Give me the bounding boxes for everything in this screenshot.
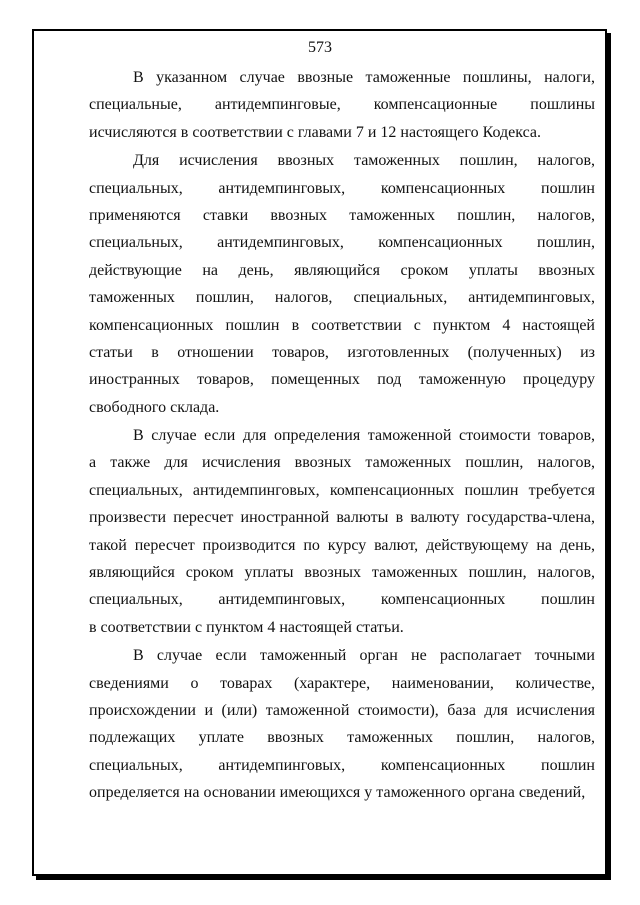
text-line: Для исчисления ввозных таможенных пошлин, налогов, — [133, 152, 595, 170]
text-line: сведениями о товарах (характере, наименовании, количестве, — [89, 674, 595, 692]
text-line: свободного склада. — [89, 398, 220, 416]
text-line: такой пересчет производится по курсу валют, действующему на день, — [89, 536, 595, 554]
text-line: специальных, антидемпинговых, компенсационных пошлин — [89, 591, 595, 609]
text-line: специальные, антидемпинговые, компенсационные пошлины — [89, 96, 595, 114]
text-line: исчисляются в соответствии с главами 7 и 12 настоящего Кодекса. — [89, 123, 541, 141]
paragraph-1 — [89, 64, 595, 146]
document-body — [89, 64, 595, 807]
text-line: специальных, антидемпинговых, компенсационных пошлин, — [89, 234, 595, 252]
text-line: В случае если для определения таможенной стоимости товаров, — [133, 427, 595, 445]
text-line: специальных, антидемпинговых, компенсационных пошлин требуется — [89, 481, 595, 499]
text-line: являющийся сроком уплаты ввозных таможенных пошлин, налогов, — [89, 564, 595, 582]
paragraph-4 — [89, 642, 595, 806]
text-line: специальных, антидемпинговых, компенсационных пошлин — [89, 179, 595, 197]
text-line: происхождении и (или) таможенной стоимости), база для исчисления — [89, 701, 595, 719]
text-line: произвести пересчет иностранной валюты в валюту государства-члена, — [89, 509, 595, 527]
text-line: В случае если таможенный орган не располагает точными — [133, 647, 595, 665]
text-line: таможенных пошлин, налогов, специальных, антидемпинговых, — [89, 289, 595, 307]
text-line: а также для исчисления ввозных таможенных пошлин, налогов, — [89, 454, 595, 472]
text-line: действующие на день, являющийся сроком уплаты ввозных — [89, 261, 595, 279]
text-line: В указанном случае ввозные таможенные пошлины, налоги, — [133, 69, 595, 86]
text-line: определяется на основании имеющихся у таможенного органа сведений, — [89, 784, 586, 802]
page-number: 573 — [308, 39, 332, 56]
text-line: специальных, антидемпинговых, компенсационных пошлин — [89, 756, 595, 774]
text-line: иностранных товаров, помещенных под таможенную процедуру — [89, 371, 595, 389]
text-line: компенсационных пошлин в соответствии с пунктом 4 настоящей — [89, 316, 595, 334]
paragraph-3 — [89, 422, 595, 641]
text-line: статьи в отношении товаров, изготовленных (полученных) из — [89, 343, 595, 361]
text-line: в соответствии с пунктом 4 настоящей статьи. — [89, 618, 404, 636]
text-line: подлежащих уплате ввозных таможенных пошлин, налогов, — [89, 729, 595, 747]
text-line: применяются ставки ввозных таможенных пошлин, налогов, — [89, 206, 595, 224]
paragraph-2 — [89, 147, 595, 421]
